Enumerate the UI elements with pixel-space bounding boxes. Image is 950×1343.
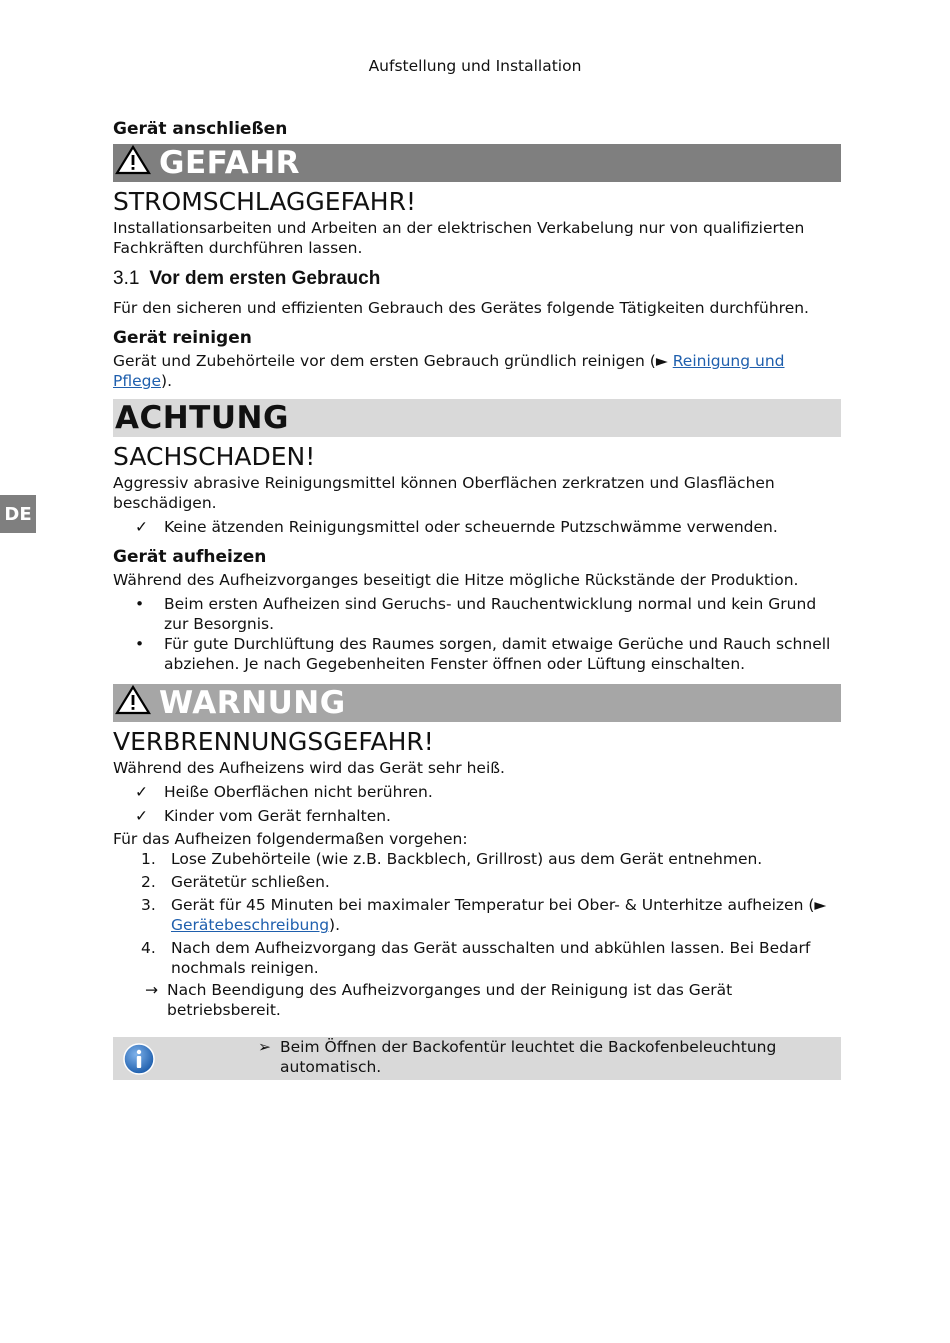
section-title: Vor dem ersten Gebrauch — [149, 268, 381, 289]
list-item: ✓ Kinder vom Gerät fernhalten. — [135, 807, 391, 825]
bullet-icon: • — [135, 635, 145, 653]
bullet-icon: • — [135, 595, 145, 613]
list-item: 3. Gerät für 45 Minuten bei maximaler Temperatur bei Ober- & Unterhitze aufheizen (► Gerätebeschreibung). — [141, 896, 827, 934]
language-tab: DE — [0, 495, 36, 533]
list-item: 2. Gerätetür schließen. — [141, 873, 330, 891]
procedure-intro: Für das Aufheizen folgendermaßen vorgehen: — [113, 830, 468, 848]
arrow-right-icon: → — [145, 981, 158, 999]
heat-intro: Während des Aufheizvorganges beseitigt die Hitze mögliche Rückstände der Produktion. — [113, 571, 799, 589]
connect-heading: Gerät anschließen — [113, 119, 288, 139]
checkmark-icon: ✓ — [135, 807, 148, 825]
clean-warning-text: Aggressiv abrasive Reinigungsmittel können Oberflächen zerkratzen und Glasflächen beschädigen. — [113, 474, 775, 512]
page-header: Aufstellung und Installation — [368, 57, 582, 75]
heat-check-list — [113, 782, 841, 826]
list-item: • Für gute Durchlüftung des Raumes sorgen, damit etwaige Gerüche und Rauch schnell abziehen. Je nach Gegebenheiten Fenster öffnen oder Lüftung einschalten. — [135, 635, 831, 673]
danger-banner-label: GEFAHR — [159, 145, 301, 181]
list-item: ✓ Keine ätzenden Reinigungsmittel oder scheuernde Putzschwämme verwenden. — [135, 518, 778, 536]
warning-banner-label: WARNUNG — [159, 685, 346, 721]
warning-banner — [113, 684, 841, 722]
link-device-description[interactable]: Gerätebeschreibung — [171, 916, 330, 934]
warning-triangle-icon — [115, 145, 151, 175]
info-circle-icon — [123, 1043, 155, 1075]
link-cleaning-care[interactable]: Reinigung und Pflege — [113, 352, 785, 390]
list-item: 1. Lose Zubehörteile (wie z.B. Backblech, Grillrost) aus dem Gerät entnehmen. — [141, 850, 763, 868]
arrowhead-bullet-icon: ➢ — [258, 1038, 271, 1056]
clean-text-after: ). — [161, 372, 173, 390]
section-number: 3.1 — [113, 268, 140, 289]
list-item: ✓ Heiße Oberflächen nicht berühren. — [135, 783, 433, 801]
warning-triangle-icon — [115, 685, 151, 715]
checkmark-icon: ✓ — [135, 783, 148, 801]
hazard-title-burn: VERBRENNUNGSGEFAHR! — [113, 727, 434, 756]
checkmark-icon: ✓ — [135, 518, 148, 536]
heat-bullet-list — [113, 594, 841, 674]
caution-banner — [113, 399, 841, 437]
list-item: 4. Nach dem Aufheizvorgang das Gerät ausschalten und abkühlen lassen. Bei Bedarf nochmals reinigen. — [141, 939, 811, 977]
danger-banner — [113, 144, 841, 182]
info-box — [113, 1037, 841, 1080]
procedure-result: → Nach Beendigung des Aufheizvorganges und der Reinigung ist das Gerät betriebsbereit. — [145, 981, 733, 1019]
heat-heading: Gerät aufheizen — [113, 547, 267, 567]
caution-banner-label: ACHTUNG — [115, 400, 289, 436]
hazard-title-electric: STROMSCHLAGGEFAHR! — [113, 187, 416, 216]
clean-check-list — [113, 517, 841, 537]
list-item: • Beim ersten Aufheizen sind Geruchs- und Rauchentwicklung normal und kein Grund zur Besorgnis. — [135, 595, 817, 633]
document-body — [113, 118, 841, 1080]
info-text: ➢ Beim Öffnen der Backofentür leuchtet die Backofenbeleuchtung automatisch. — [258, 1038, 777, 1076]
procedure-steps — [113, 849, 841, 978]
clean-text-before: Gerät und Zubehörteile vor dem ersten Gebrauch gründlich reinigen (► — [113, 352, 673, 370]
connect-text: Installationsarbeiten und Arbeiten an der elektrischen Verkabelung nur von qualifizierten Fachkräften durchführen lassen. — [113, 219, 805, 257]
section-heading — [113, 266, 841, 292]
clean-heading: Gerät reinigen — [113, 328, 252, 348]
hazard-title-damage: SACHSCHADEN! — [113, 442, 316, 471]
heat-warning-text: Während des Aufheizens wird das Gerät sehr heiß. — [113, 759, 505, 777]
clean-text — [113, 351, 841, 391]
section-intro: Für den sicheren und effizienten Gebrauch des Gerätes folgende Tätigkeiten durchführen. — [113, 299, 809, 317]
